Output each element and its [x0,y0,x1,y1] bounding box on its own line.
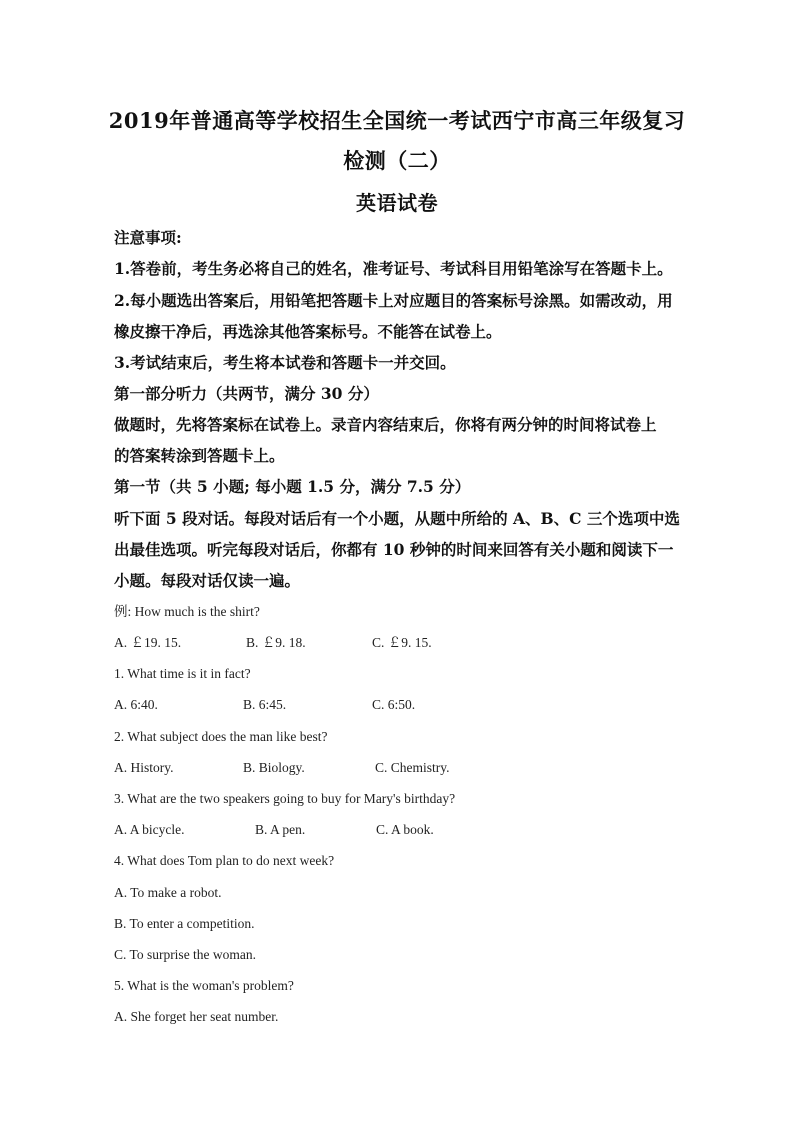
part1-instruction: 做题时，先将答案标在试卷上。录音内容结束后，你将有两分钟的时间将试卷上 [114,415,657,434]
section1-instruction: 小题。每段对话仅读一遍。 [114,571,301,590]
section1-heading: 第一节（共 5 小题; 每小题 1.5 分，满分 7.5 分） [114,477,471,496]
option-c: C. 6:50. [372,697,416,712]
notes-item: 3.考试结束后，考生将本试卷和答题卡一并交回。 [114,353,456,372]
question-3: 3. What are the two speakers going to buy for Mary's birthday? [114,791,456,806]
option-b: B. A pen. [255,822,306,837]
part1-instruction: 的答案转涂到答题卡上。 [114,446,285,465]
page-title: 2019年普通高等学校招生全国统一考试西宁市高三年级复习 [108,108,686,133]
question-2: 2. What subject does the man like best? [114,729,328,744]
example-question: 例: How much is the shirt? [114,604,260,619]
notes-item: 1.答卷前，考生务必将自己的姓名，准考证号、考试科目用铅笔涂写在答题卡上。 [114,259,673,278]
option-a: A. ￡19. 15. [114,635,182,650]
option-a: A. 6:40. [114,697,158,712]
notes-heading: 注意事项: [114,228,182,247]
option-a: A. A bicycle. [114,822,185,837]
page-subtitle: 英语试卷 [356,191,438,215]
notes-item: 2.每小题选出答案后，用铅笔把答题卡上对应题目的答案标号涂黑。如需改动，用 [114,291,673,310]
option-b: B. ￡9. 18. [246,635,306,650]
section1-instruction: 出最佳选项。听完每段对话后，你都有 10 秒钟的时间来回答有关小题和阅读下一 [114,540,674,559]
section1-instruction: 听下面 5 段对话。每段对话后有一个小题，从题中所给的 A、B、C 三个选项中选 [114,509,680,528]
option-b: B. 6:45. [243,697,287,712]
option-c: C. To surprise the woman. [114,947,257,962]
question-5: 5. What is the woman's problem? [114,978,294,993]
option-b: B. To enter a competition. [114,916,255,931]
page-title-continued: 检测（二） [343,148,451,173]
question-4: 4. What does Tom plan to do next week? [114,853,335,868]
option-a: A. History. [114,760,174,775]
option-a: A. To make a robot. [114,885,222,900]
question-1: 1. What time is it in fact? [114,666,251,681]
option-b: B. Biology. [243,760,305,775]
option-c: C. Chemistry. [375,760,450,775]
notes-item: 橡皮擦干净后，再选涂其他答案标号。不能答在试卷上。 [114,322,502,341]
option-c: C. ￡9. 15. [372,635,432,650]
part1-heading: 第一部分听力（共两节，满分 30 分） [114,384,379,403]
option-c: C. A book. [376,822,434,837]
option-a: A. She forget her seat number. [114,1009,279,1024]
